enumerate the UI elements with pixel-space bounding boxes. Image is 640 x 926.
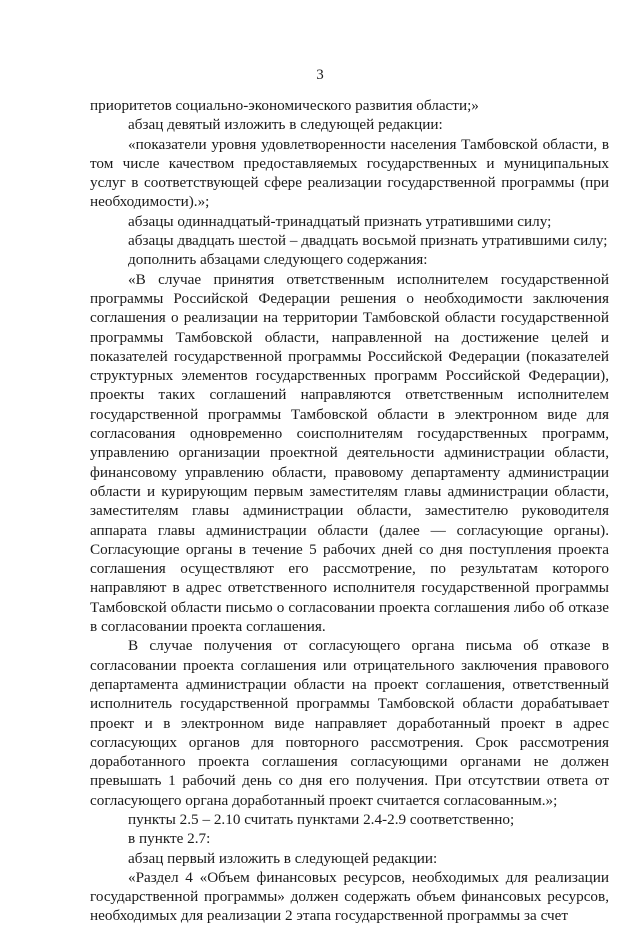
paragraph-repeal-26-28: абзацы двадцать шестой – двадцать восьмой признать утратившими силу; xyxy=(128,232,608,250)
document-body xyxy=(90,96,609,926)
paragraph-repeal-11-13: абзацы одиннадцатый-тринадцатый признать утратившими силу; xyxy=(128,212,552,230)
page-number: 3 xyxy=(316,67,324,83)
paragraph-refusal-procedure: В случае получения от согласующего органа письма об отказе в согласовании проекта соглашения или отрицательного заключения правового департамента администрации области на проект соглашения, ответственный исполнитель государственной программы Тамбовской области дорабатывает проект и в электронном виде направляет доработанный проект в адрес согласующих органов для повторного рассмотрения. Срок рассмотрения доработанного проекта соглашения согласующими органами не должен превышать 1 рабочий день со дня его получения. При отсутствии ответа от согласующего органа доработанный проект считается согласованным.»; xyxy=(90,637,609,809)
paragraph-point-2-7: в пункте 2.7: xyxy=(128,830,211,848)
paragraph-agreement-procedure: «В случае принятия ответственным исполнителем государственной программы Российской Федерации решения о необходимости заключения соглашения о реализации на территории Тамбовской области государственной программы Тамбовской области, направленной на достижение целей и показателей государственной программы Российской Федерации (показателей структурных элементов государственных программ Российской Федерации), проекты таких соглашений направляются ответственным исполнителем государственной программы Тамбовской области в электронном виде для согласования одновременно соисполнителям государственных программ, управлению организации проектной деятельности администрации области, финансовому управлению области, правовому департаменту администрации области и курирующим первым заместителям главы администрации области, заместителям главы администрации области, заместителю руководителя аппарата главы администрации области (далее — согласующие органы). Согласующие органы в течение 5 рабочих дней со дня поступления проекта соглашения осуществляют его рассмотрение, по результатам которого направляют в адрес ответственного исполнителя государственной программы Тамбовской области письмо о согласовании проекта соглашения либо об отказе в согласовании проекта соглашения. xyxy=(90,270,609,636)
paragraph-section-4: «Раздел 4 «Объем финансовых ресурсов, необходимых для реализации государственной программы» должен содержать объем финансовых ресурсов, необходимых для реализации 2 этапа государственной программы за счет xyxy=(90,868,609,925)
paragraph-add-abstracts: дополнить абзацами следующего содержания: xyxy=(128,251,428,269)
paragraph-priorities-end: приоритетов социально-экономического развития области;» xyxy=(90,97,479,114)
paragraph-renumber-points: пункты 2.5 – 2.10 считать пунктами 2.4-2.9 соответственно; xyxy=(128,810,515,828)
paragraph-first-abstract: абзац первый изложить в следующей редакции: xyxy=(128,849,438,867)
paragraph-satisfaction-indicators: «показатели уровня удовлетворенности населения Тамбовской области, в том числе качеством предоставляемых государственных и муниципальных услуг в соответствующей сфере реализации государственной программы (при необходимости).»; xyxy=(90,135,609,211)
paragraph-ninth-amendment: абзац девятый изложить в следующей редакции: xyxy=(128,116,443,134)
